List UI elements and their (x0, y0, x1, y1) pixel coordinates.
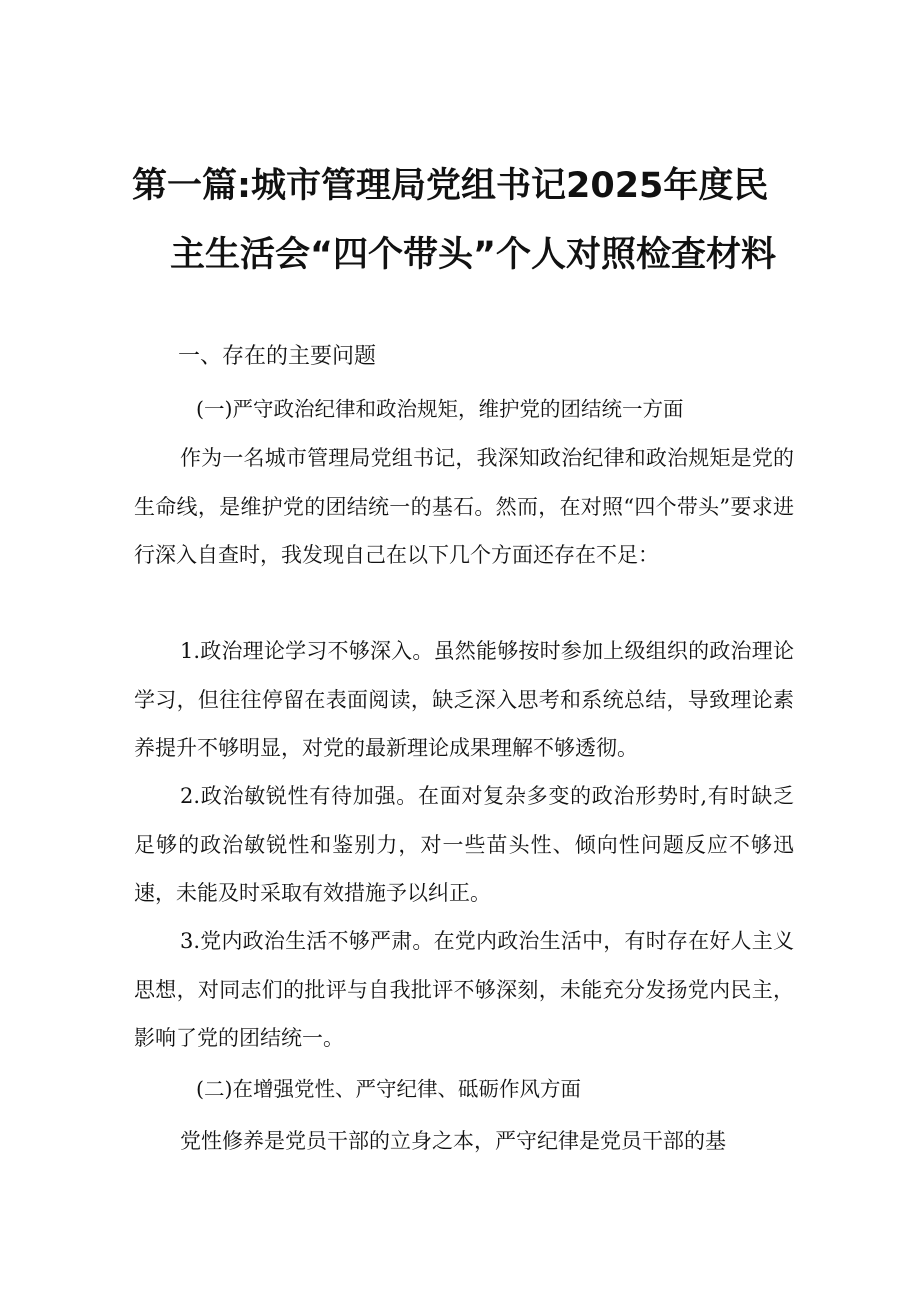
subsection-heading-1: (一)严守政治纪律和政治规矩，维护党的团结统一方面 (196, 397, 684, 421)
section-heading: 一、存在的主要问题 (178, 344, 377, 369)
item-paragraph-2: 2.政治敏锐性有待加强。在面对复杂多变的政治形势时,有时缺乏足够的政治敏锐性和鉴别力，对一些苗头性、倾向性问题反应不够迅速，未能及时采取有效措施予以纠正。 (134, 784, 794, 906)
continuation-paragraph: 党性修养是党员干部的立身之本，严守纪律是党员干部的基 (180, 1129, 726, 1153)
subsection-heading-2: (二)在增强党性、严守纪律、砥砺作风方面 (196, 1077, 581, 1101)
item-paragraph-1: 1.政治理论学习不够深入。虽然能够按时参加上级组织的政治理论学习，但往往停留在表面阅读，缺乏深入思考和系统总结，导致理论素养提升不够明显，对党的最新理论成果理解不够透彻。 (134, 639, 794, 761)
document-title-line-1: 第一篇:城市管理局党组书记2025年度民 (132, 166, 769, 206)
intro-paragraph: 作为一名城市管理局党组书记，我深知政治纪律和政治规矩是党的生命线，是维护党的团结统一的基石。然而，在对照“四个带头”要求进行深入自查时，我发现自己在以下几个方面还存在不足： (134, 446, 794, 568)
item-paragraph-3: 3.党内政治生活不够严肃。在党内政治生活中，有时存在好人主义思想，对同志们的批评与自我批评不够深刻，未能充分发扬党内民主，影响了党的团结统一。 (134, 929, 794, 1051)
document-title-line-2: 主生活会“四个带头”个人对照检查材料 (170, 235, 777, 275)
